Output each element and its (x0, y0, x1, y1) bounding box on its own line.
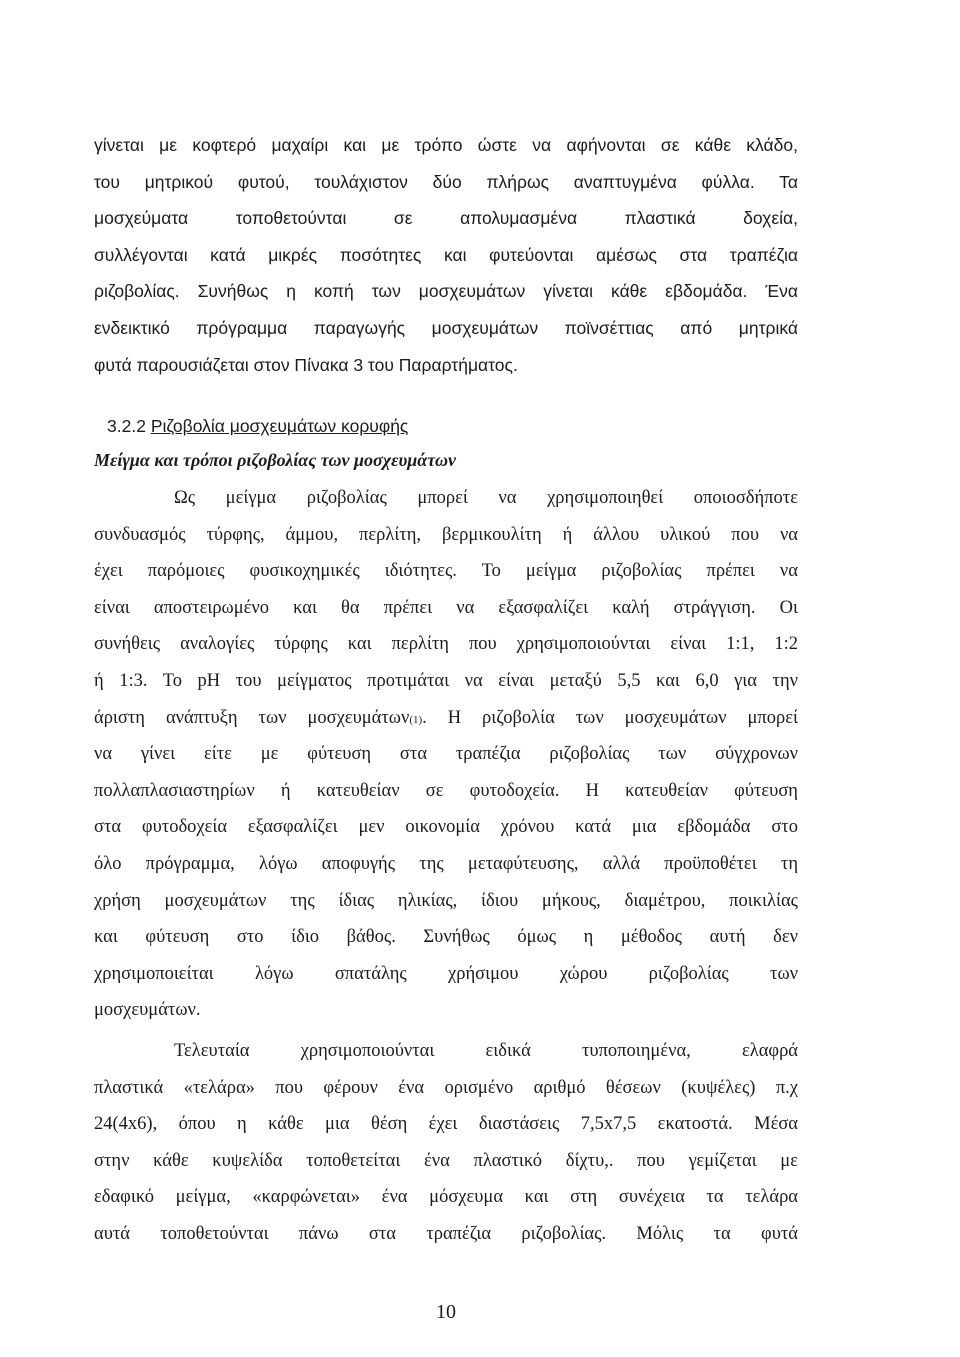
text-line: είναι αποστειρωμένο και θα πρέπει να εξασφαλίζει καλή στράγγιση. Οι (94, 597, 798, 618)
text-line: μοσχευμάτων. (94, 1000, 201, 1021)
text-line: χρησιμοποιείται λόγω σπατάλης χρήσιμου χώρου ριζοβολίας των (94, 963, 798, 984)
text-line: ή 1:3. Το pH του μείγματος προτιμάται να είναι μεταξύ 5,5 και 6,0 για την (94, 670, 798, 691)
reference-marker: (1) (409, 713, 423, 726)
text-line: Ως μείγμα ριζοβολίας μπορεί να χρησιμοποιηθεί οποιοσδήποτε (174, 488, 798, 508)
paragraph-cutting-procedure (94, 127, 798, 383)
text-line: ριζοβολίας. Συνήθως η κοπή των μοσχευμάτων γίνεται κάθε εβδομάδα. Ένα (94, 281, 798, 302)
section-heading (107, 416, 408, 437)
text-line: φυτά παρουσιάζεται στον Πίνακα 3 του Παραρτήματος. (94, 354, 518, 375)
paragraph-rooting-mix (94, 480, 798, 1029)
text-line: πλαστικά «τελάρα» που φέρουν ένα ορισμένο αριθμό θέσεων (κυψέλες) π.χ (94, 1077, 798, 1098)
section-number: 3.2.2 (107, 416, 146, 436)
section-subtitle: Μείγμα και τρόποι ριζοβολίας των μοσχευμάτων (94, 450, 456, 470)
text-line: στα φυτοδοχεία εξασφαλίζει μεν οικονομία χρόνου κατά μια εβδομάδα στο (94, 817, 798, 838)
text-line: Τελευταία χρησιμοποιούνται ειδικά τυποποιημένα, ελαφρά (174, 1041, 798, 1061)
text-line: στην κάθε κυψελίδα τοποθετείται ένα πλαστικό δίχτυ,. που γεμίζεται με (94, 1150, 798, 1171)
section-title: Ριζοβολία μοσχευμάτων κορυφής (150, 416, 409, 436)
text-line: χρήση μοσχευμάτων της ίδιας ηλικίας, ίδιου μήκους, διαμέτρου, ποικιλίας (94, 890, 798, 911)
text-segment: άριστη ανάπτυξη των μοσχευμάτων (94, 707, 410, 728)
text-line: του μητρικού φυτού, τουλάχιστον δύο πλήρως αναπτυγμένα φύλλα. Τα (94, 171, 798, 192)
text-line: και φύτευση στο ίδιο βάθος. Συνήθως όμως η μέθοδος αυτή δεν (94, 927, 798, 948)
text-line: εδαφικό μείγμα, «καρφώνεται» ένα μόσχευμα και στη συνέχεια τα τελάρα (94, 1187, 798, 1208)
text-line: γίνεται με κοφτερό μαχαίρι και με τρόπο ώστε να αφήνονται σε κάθε κλάδο, (94, 135, 798, 155)
text-line: όλο πρόγραμμα, λόγω αποφυγής της μεταφύτευσης, αλλά προϋποθέτει τη (94, 853, 798, 874)
text-segment: . Η ριζοβολία των μοσχευμάτων μπορεί (422, 707, 798, 728)
text-line: ενδεικτικό πρόγραμμα παραγωγής μοσχευμάτων ποϊνσέττιας από μητρικά (94, 317, 798, 338)
page-number: 10 (436, 1301, 456, 1323)
text-line: αυτά τοποθετούνται πάνω στα τραπέζια ριζοβολίας. Μόλις τα φυτά (94, 1223, 798, 1244)
text-line: συνήθεις αναλογίες τύρφης και περλίτη που χρησιμοποιούνται είναι 1:1, 1:2 (94, 634, 798, 655)
text-line (94, 700, 798, 737)
text-line: μοσχεύματα τοποθετούνται σε απολυμασμένα πλαστικά δοχεία, (94, 208, 798, 229)
text-line: έχει παρόμοιες φυσικοχημικές ιδιότητες. Το μείγμα ριζοβολίας πρέπει να (94, 561, 798, 582)
text-line: 24(4x6), όπου η κάθε μια θέση έχει διαστάσεις 7,5x7,5 εκατοστά. Μέσα (94, 1114, 798, 1135)
text-line: να γίνει είτε με φύτευση στα τραπέζια ριζοβολίας των σύγχρονων (94, 744, 798, 765)
text-line: πολλαπλασιαστηρίων ή κατευθείαν σε φυτοδοχεία. Η κατευθείαν φύτευση (94, 780, 798, 801)
text-line: συνδυασμός τύρφης, άμμου, περλίτη, βερμικουλίτη ή άλλου υλικού που να (94, 524, 798, 545)
text-line: συλλέγονται κατά μικρές ποσότητες και φυτεύονται αμέσως στα τραπέζια (94, 244, 798, 265)
paragraph-trays (94, 1033, 798, 1253)
